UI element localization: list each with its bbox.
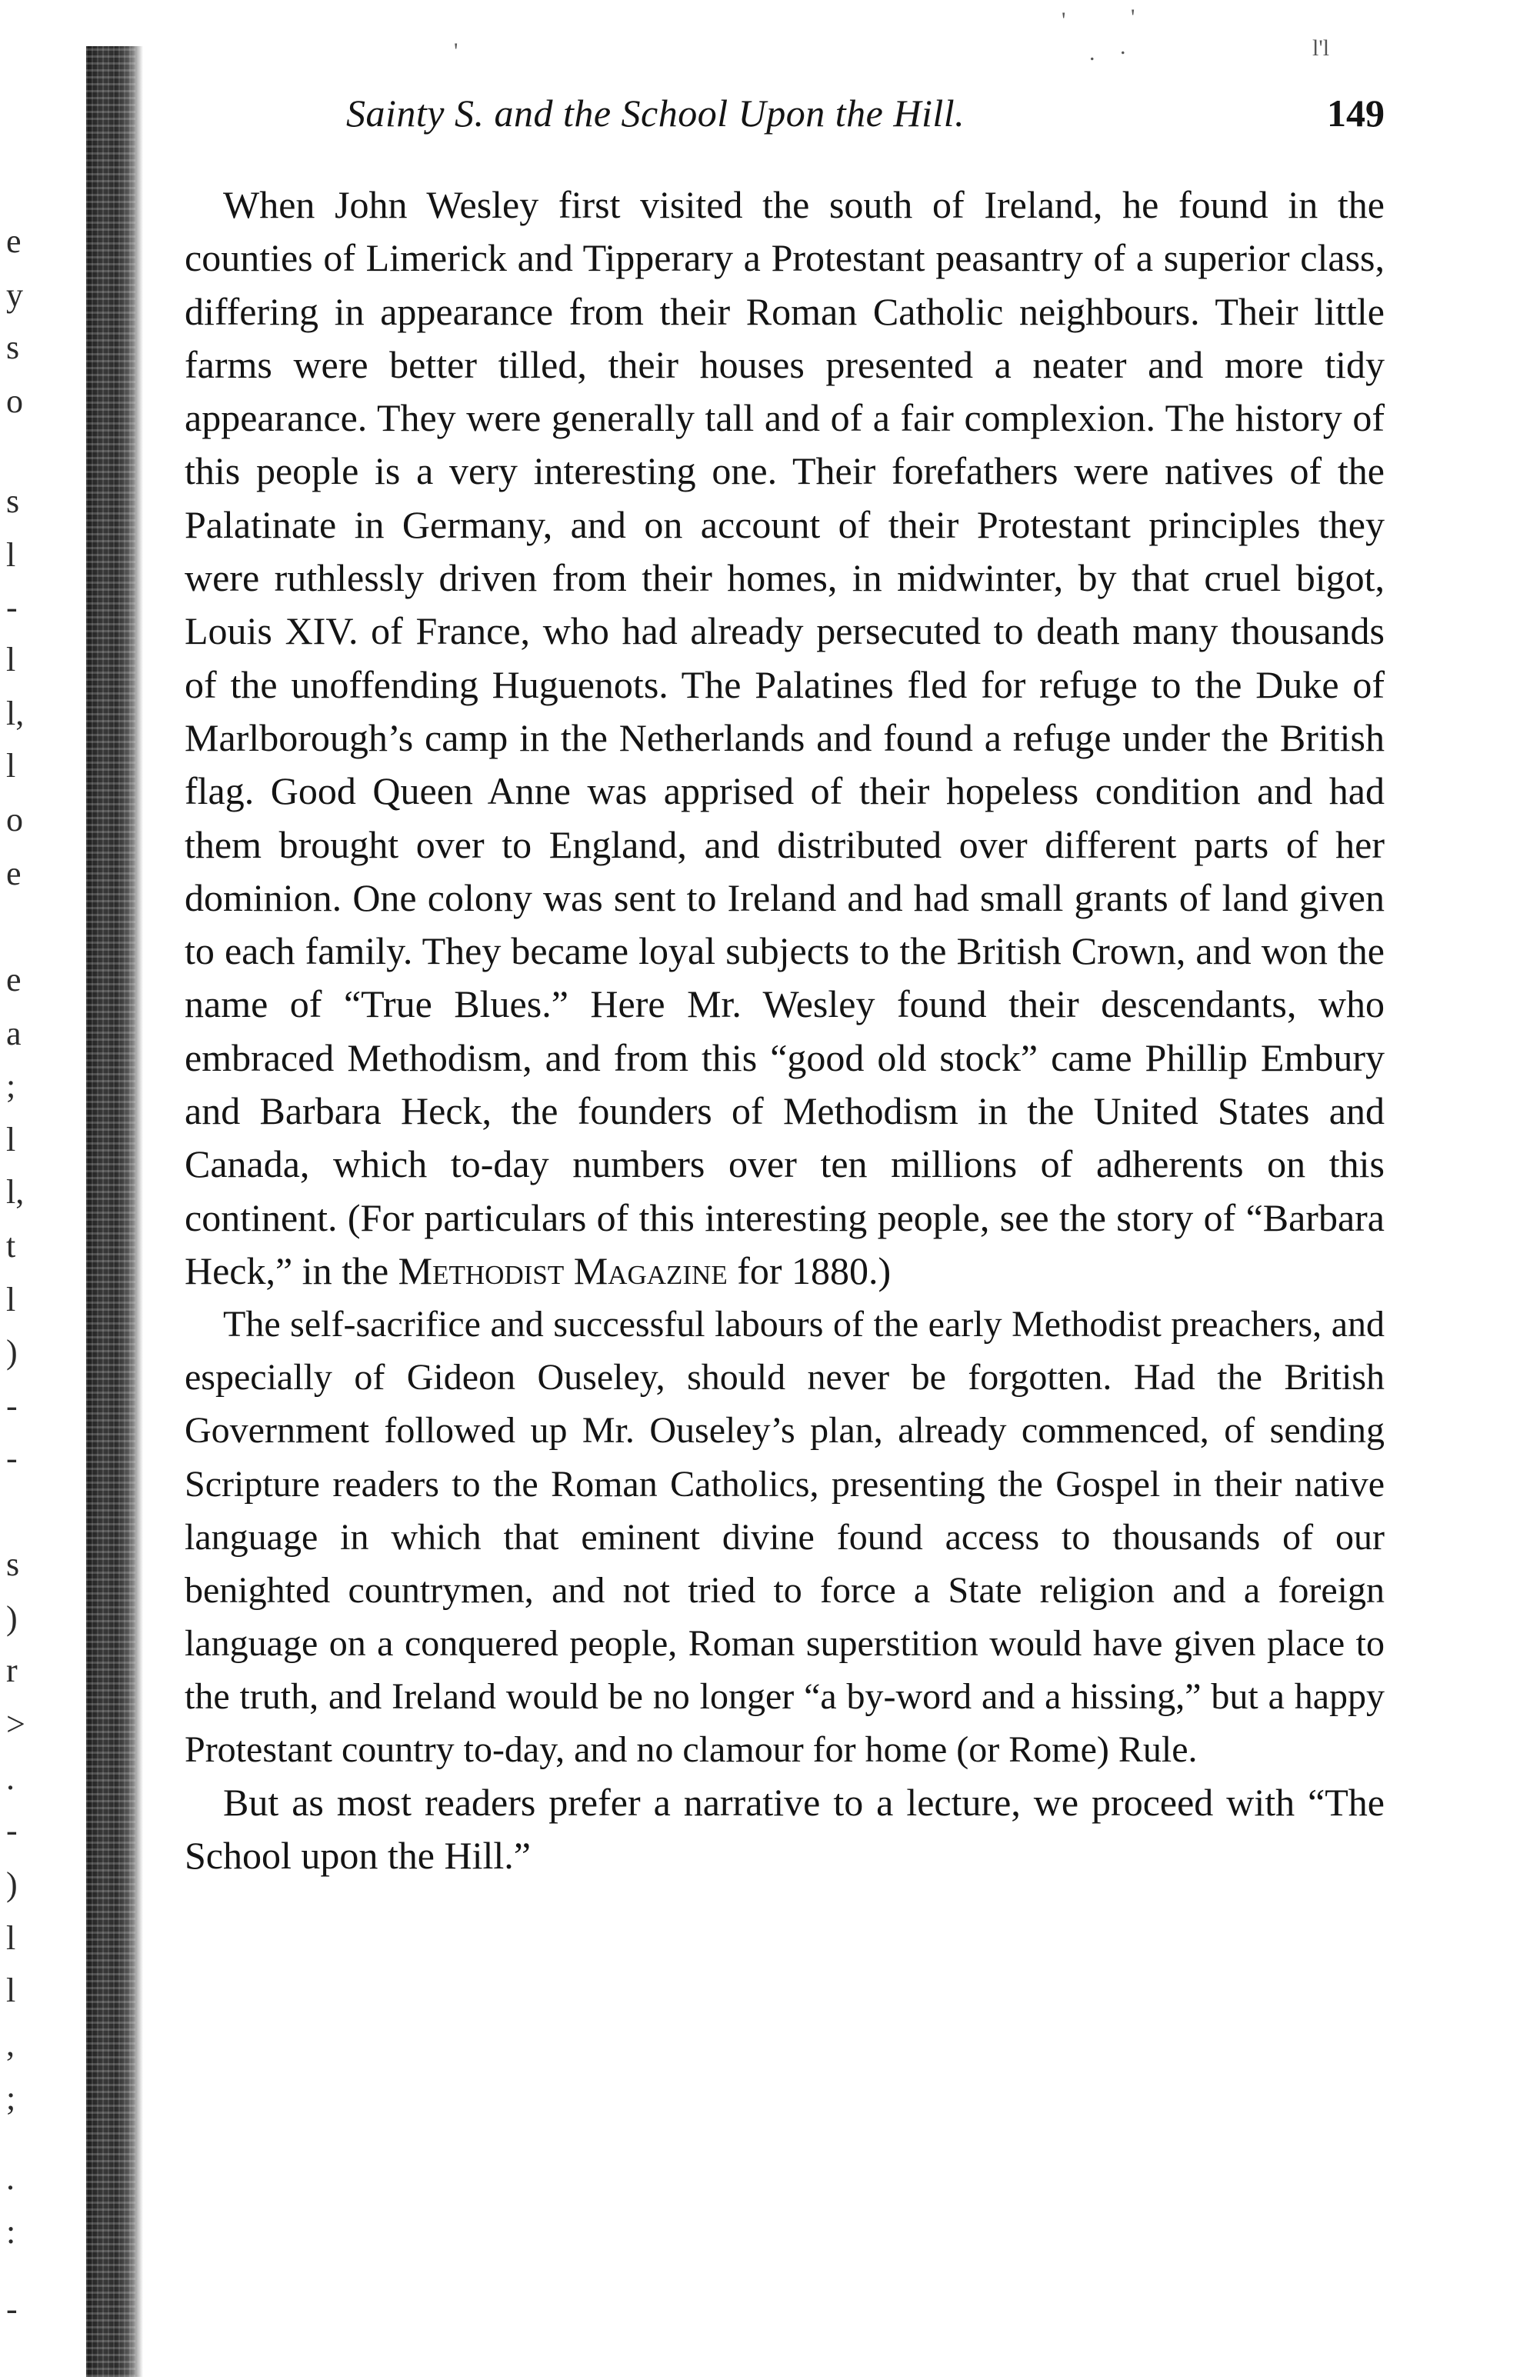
paragraph-palatines bbox=[185, 178, 1385, 1298]
margin-letter: ) bbox=[6, 1599, 18, 1637]
margin-letter: e bbox=[6, 222, 22, 260]
margin-letter: - bbox=[6, 1387, 18, 1425]
running-header bbox=[185, 91, 1385, 145]
margin-letter: o bbox=[6, 801, 23, 838]
scan-speck: . bbox=[1089, 40, 1095, 65]
margin-letter: - bbox=[6, 1439, 18, 1477]
facing-page-fragments bbox=[0, 0, 85, 2380]
margin-letter: : bbox=[6, 2213, 16, 2251]
paragraph-text: When John Wesley first visited the south of Ireland, he found in the counties of Limerick and Tipperary a Protestant peasantry of a superior class, differing in appearance from their Roman Catholic neighbours. Their little farms were better tilled, their houses presented a neater and more tidy appearance. They were generally tall and of a fair complexion. The history of this people is a very interesting one. Their forefathers were natives of the Palatinate in Germany, and on account of their Protestant principles they were ruthlessly driven from their homes, in midwinter, by that cruel bigot, Louis XIV. of France, who had already persecuted to death many thousands of the unoffending Huguenots. The Palatines fled for refuge to the Duke of Marlborough’s camp in the Netherlands and found a refuge under the British flag. Good Queen Anne was apprised of their hopeless condition and had them brought over to England, and distributed over different parts of her dominion. One colony was sent to Ireland and had small grants of land given to each family. They became loyal subjects to the British Crown, and won the name of “True Blues.” Here Mr. Wesley found their descendants, who embraced Methodism, and from this “good old stock” came Phillip Embury and Barbara Heck, the founders of Methodism in the United States and Canada, which to-day numbers over ten millions of adherents on this continent. (For particulars of this interesting people, see the story of “Barbara Heck,” in the bbox=[185, 183, 1385, 1292]
scan-speck: l'l bbox=[1312, 35, 1330, 61]
margin-letter: s bbox=[6, 1545, 20, 1583]
magazine-title: Methodist Magazine bbox=[398, 1248, 728, 1292]
binding-gutter bbox=[86, 46, 135, 2377]
margin-letter: - bbox=[6, 2290, 18, 2328]
margin-letter: t bbox=[6, 1227, 16, 1265]
margin-letter: r bbox=[6, 1652, 18, 1689]
paragraph-narrative: But as most readers prefer a narrative to a lecture, we proceed with “The School upon the Hill.” bbox=[185, 1781, 1385, 1878]
margin-letter: - bbox=[6, 588, 18, 626]
margin-letter: , bbox=[6, 2025, 15, 2063]
body-text bbox=[185, 178, 1385, 1883]
margin-letter: . bbox=[6, 1759, 15, 1797]
margin-letter: l, bbox=[6, 1173, 25, 1211]
margin-letter: l bbox=[6, 1919, 16, 1957]
scan-speck: ' bbox=[1131, 5, 1135, 30]
scan-speck: ' bbox=[1062, 8, 1066, 33]
page-number: 149 bbox=[1327, 92, 1385, 135]
margin-letter: s bbox=[6, 482, 20, 520]
margin-letter: ; bbox=[6, 1067, 16, 1105]
scan-speck: ' bbox=[454, 38, 458, 64]
margin-letter: > bbox=[6, 1705, 25, 1743]
paragraph-ouseley: The self-sacrifice and successful labours of the early Methodist preachers, and especially of Gideon Ouseley, should never be forgotten. Had the British Government followed up Mr. Ouseley’s plan, already commenced, of sending Scripture readers to the Roman Catholics, presenting the Gospel in their native language in which that eminent divine found access to thousands of our benighted countrymen, and not tried to force a State religion and a foreign language on a conquered people, Roman superstition would have given place to the truth, and Ireland would be no longer “a by-word and a hissing,” but a happy Protestant country to-day, and no clamour for home (or Rome) Rule. bbox=[185, 1304, 1385, 1770]
margin-letter: l bbox=[6, 1121, 16, 1158]
paragraph-text: for 1880.) bbox=[737, 1248, 892, 1292]
margin-letter: l bbox=[6, 536, 16, 574]
margin-letter: l bbox=[6, 641, 16, 678]
margin-letter: e bbox=[6, 855, 22, 892]
binding-shadow bbox=[135, 46, 143, 2377]
margin-letter: . bbox=[6, 2159, 15, 2197]
margin-letter: a bbox=[6, 1015, 22, 1052]
margin-letter: o bbox=[6, 382, 23, 420]
margin-letter: e bbox=[6, 961, 22, 998]
margin-letter: l bbox=[6, 1972, 16, 2009]
margin-letter: s bbox=[6, 328, 20, 366]
margin-letter: ) bbox=[6, 1865, 18, 1903]
scan-speck: . bbox=[1120, 34, 1126, 59]
margin-letter: ) bbox=[6, 1333, 18, 1371]
margin-letter: l bbox=[6, 747, 16, 785]
margin-letter: l bbox=[6, 1281, 16, 1318]
margin-letter: y bbox=[6, 276, 23, 314]
running-title: Sainty S. and the School Upon the Hill. bbox=[346, 92, 965, 135]
margin-letter: - bbox=[6, 1812, 18, 1849]
margin-letter: l, bbox=[6, 695, 25, 732]
margin-letter: ; bbox=[6, 2079, 16, 2117]
